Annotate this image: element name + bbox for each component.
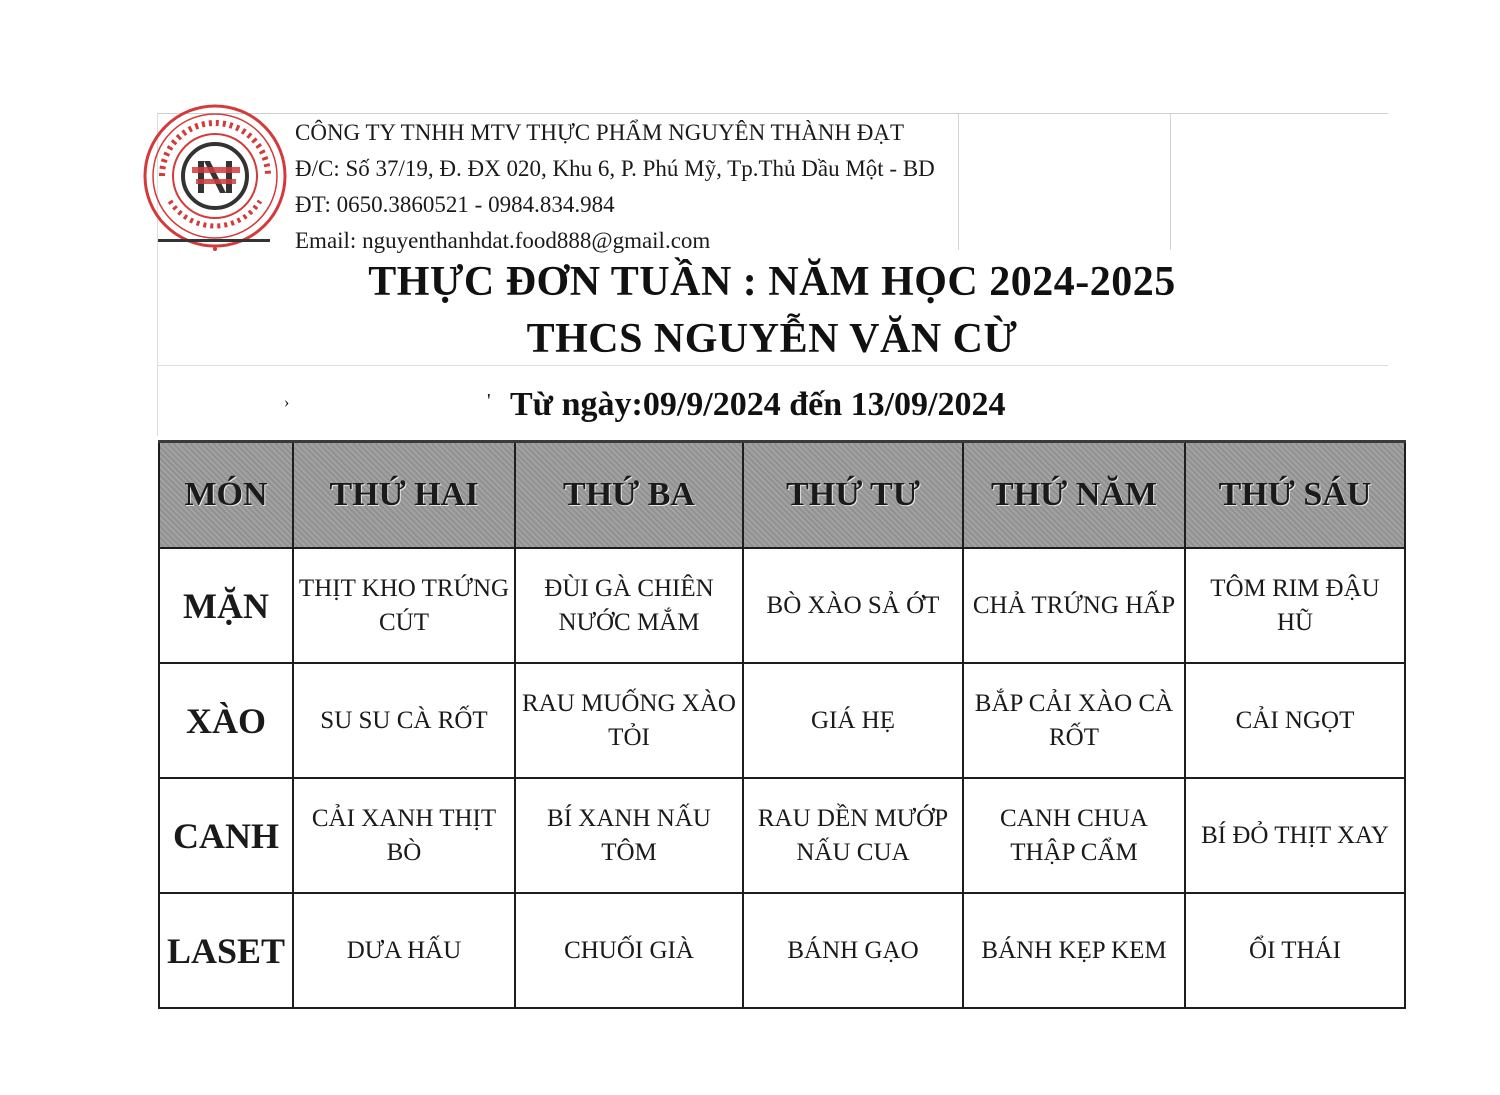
menu-cell: CẢI NGỌT <box>1185 663 1405 778</box>
table-row <box>159 663 1405 778</box>
date-range: Từ ngày:09/9/2024 đến 13/09/2024 <box>510 386 1006 423</box>
menu-cell: BÍ ĐỎ THỊT XAY <box>1185 778 1405 893</box>
header-dish: MÓN <box>159 442 293 549</box>
menu-cell: BÁNH GẠO <box>743 893 963 1008</box>
menu-cell: BẮP CẢI XÀO CÀ RỐT <box>963 663 1185 778</box>
menu-cell: GIÁ HẸ <box>743 663 963 778</box>
dish-label: XÀO <box>159 663 293 778</box>
table-row <box>159 548 1405 663</box>
table-row <box>159 893 1405 1008</box>
school-name: THCS NGUYỄN VĂN CỪ <box>526 316 1018 362</box>
header-monday: THỨ HAI <box>293 442 515 549</box>
school-stamp-icon <box>140 101 290 251</box>
menu-cell: ĐÙI GÀ CHIÊN NƯỚC MẮM <box>515 548 743 663</box>
company-phone: ĐT: 0650.3860521 - 0984.834.984 <box>295 192 615 217</box>
dish-label: LASET <box>159 893 293 1008</box>
menu-cell: BÒ XÀO SẢ ỚT <box>743 548 963 663</box>
menu-cell: RAU DỀN MƯỚP NẤU CUA <box>743 778 963 893</box>
menu-cell: SU SU CÀ RỐT <box>293 663 515 778</box>
header-tuesday: THỨ BA <box>515 442 743 549</box>
scan-mark: › <box>284 394 290 411</box>
menu-cell: CHẢ TRỨNG HẤP <box>963 548 1185 663</box>
menu-cell: TÔM RIM ĐẬU HŨ <box>1185 548 1405 663</box>
menu-table <box>158 440 1406 1009</box>
header-friday: THỨ SÁU <box>1185 442 1405 549</box>
scan-mark: ' <box>487 390 491 412</box>
dish-label: CANH <box>159 778 293 893</box>
menu-cell: THỊT KHO TRỨNG CÚT <box>293 548 515 663</box>
dish-label: MẶN <box>159 548 293 663</box>
table-header-row <box>159 442 1405 549</box>
table-row <box>159 778 1405 893</box>
menu-cell: DƯA HẤU <box>293 893 515 1008</box>
page-title: THỰC ĐƠN TUẦN : NĂM HỌC 2024-2025 <box>368 259 1176 305</box>
company-info <box>295 115 935 259</box>
header-divider <box>958 114 959 250</box>
menu-cell: RAU MUỐNG XÀO TỎI <box>515 663 743 778</box>
header-divider <box>1170 114 1171 250</box>
company-name: CÔNG TY TNHH MTV THỰC PHẨM NGUYÊN THÀNH ĐẠT <box>295 120 905 145</box>
menu-cell: CẢI XANH THỊT BÒ <box>293 778 515 893</box>
company-email: Email: nguyenthanhdat.food888@gmail.com <box>295 228 711 253</box>
company-address: Đ/C: Số 37/19, Đ. ĐX 020, Khu 6, P. Phú Mỹ, Tp.Thủ Dầu Một - BD <box>295 156 935 181</box>
menu-cell: CANH CHUA THẬP CẨM <box>963 778 1185 893</box>
header-thursday: THỨ NĂM <box>963 442 1185 549</box>
menu-cell: BÁNH KẸP KEM <box>963 893 1185 1008</box>
menu-cell: BÍ XANH NẤU TÔM <box>515 778 743 893</box>
header-wednesday: THỨ TƯ <box>743 442 963 549</box>
menu-cell: ỔI THÁI <box>1185 893 1405 1008</box>
menu-cell: CHUỐI GIÀ <box>515 893 743 1008</box>
